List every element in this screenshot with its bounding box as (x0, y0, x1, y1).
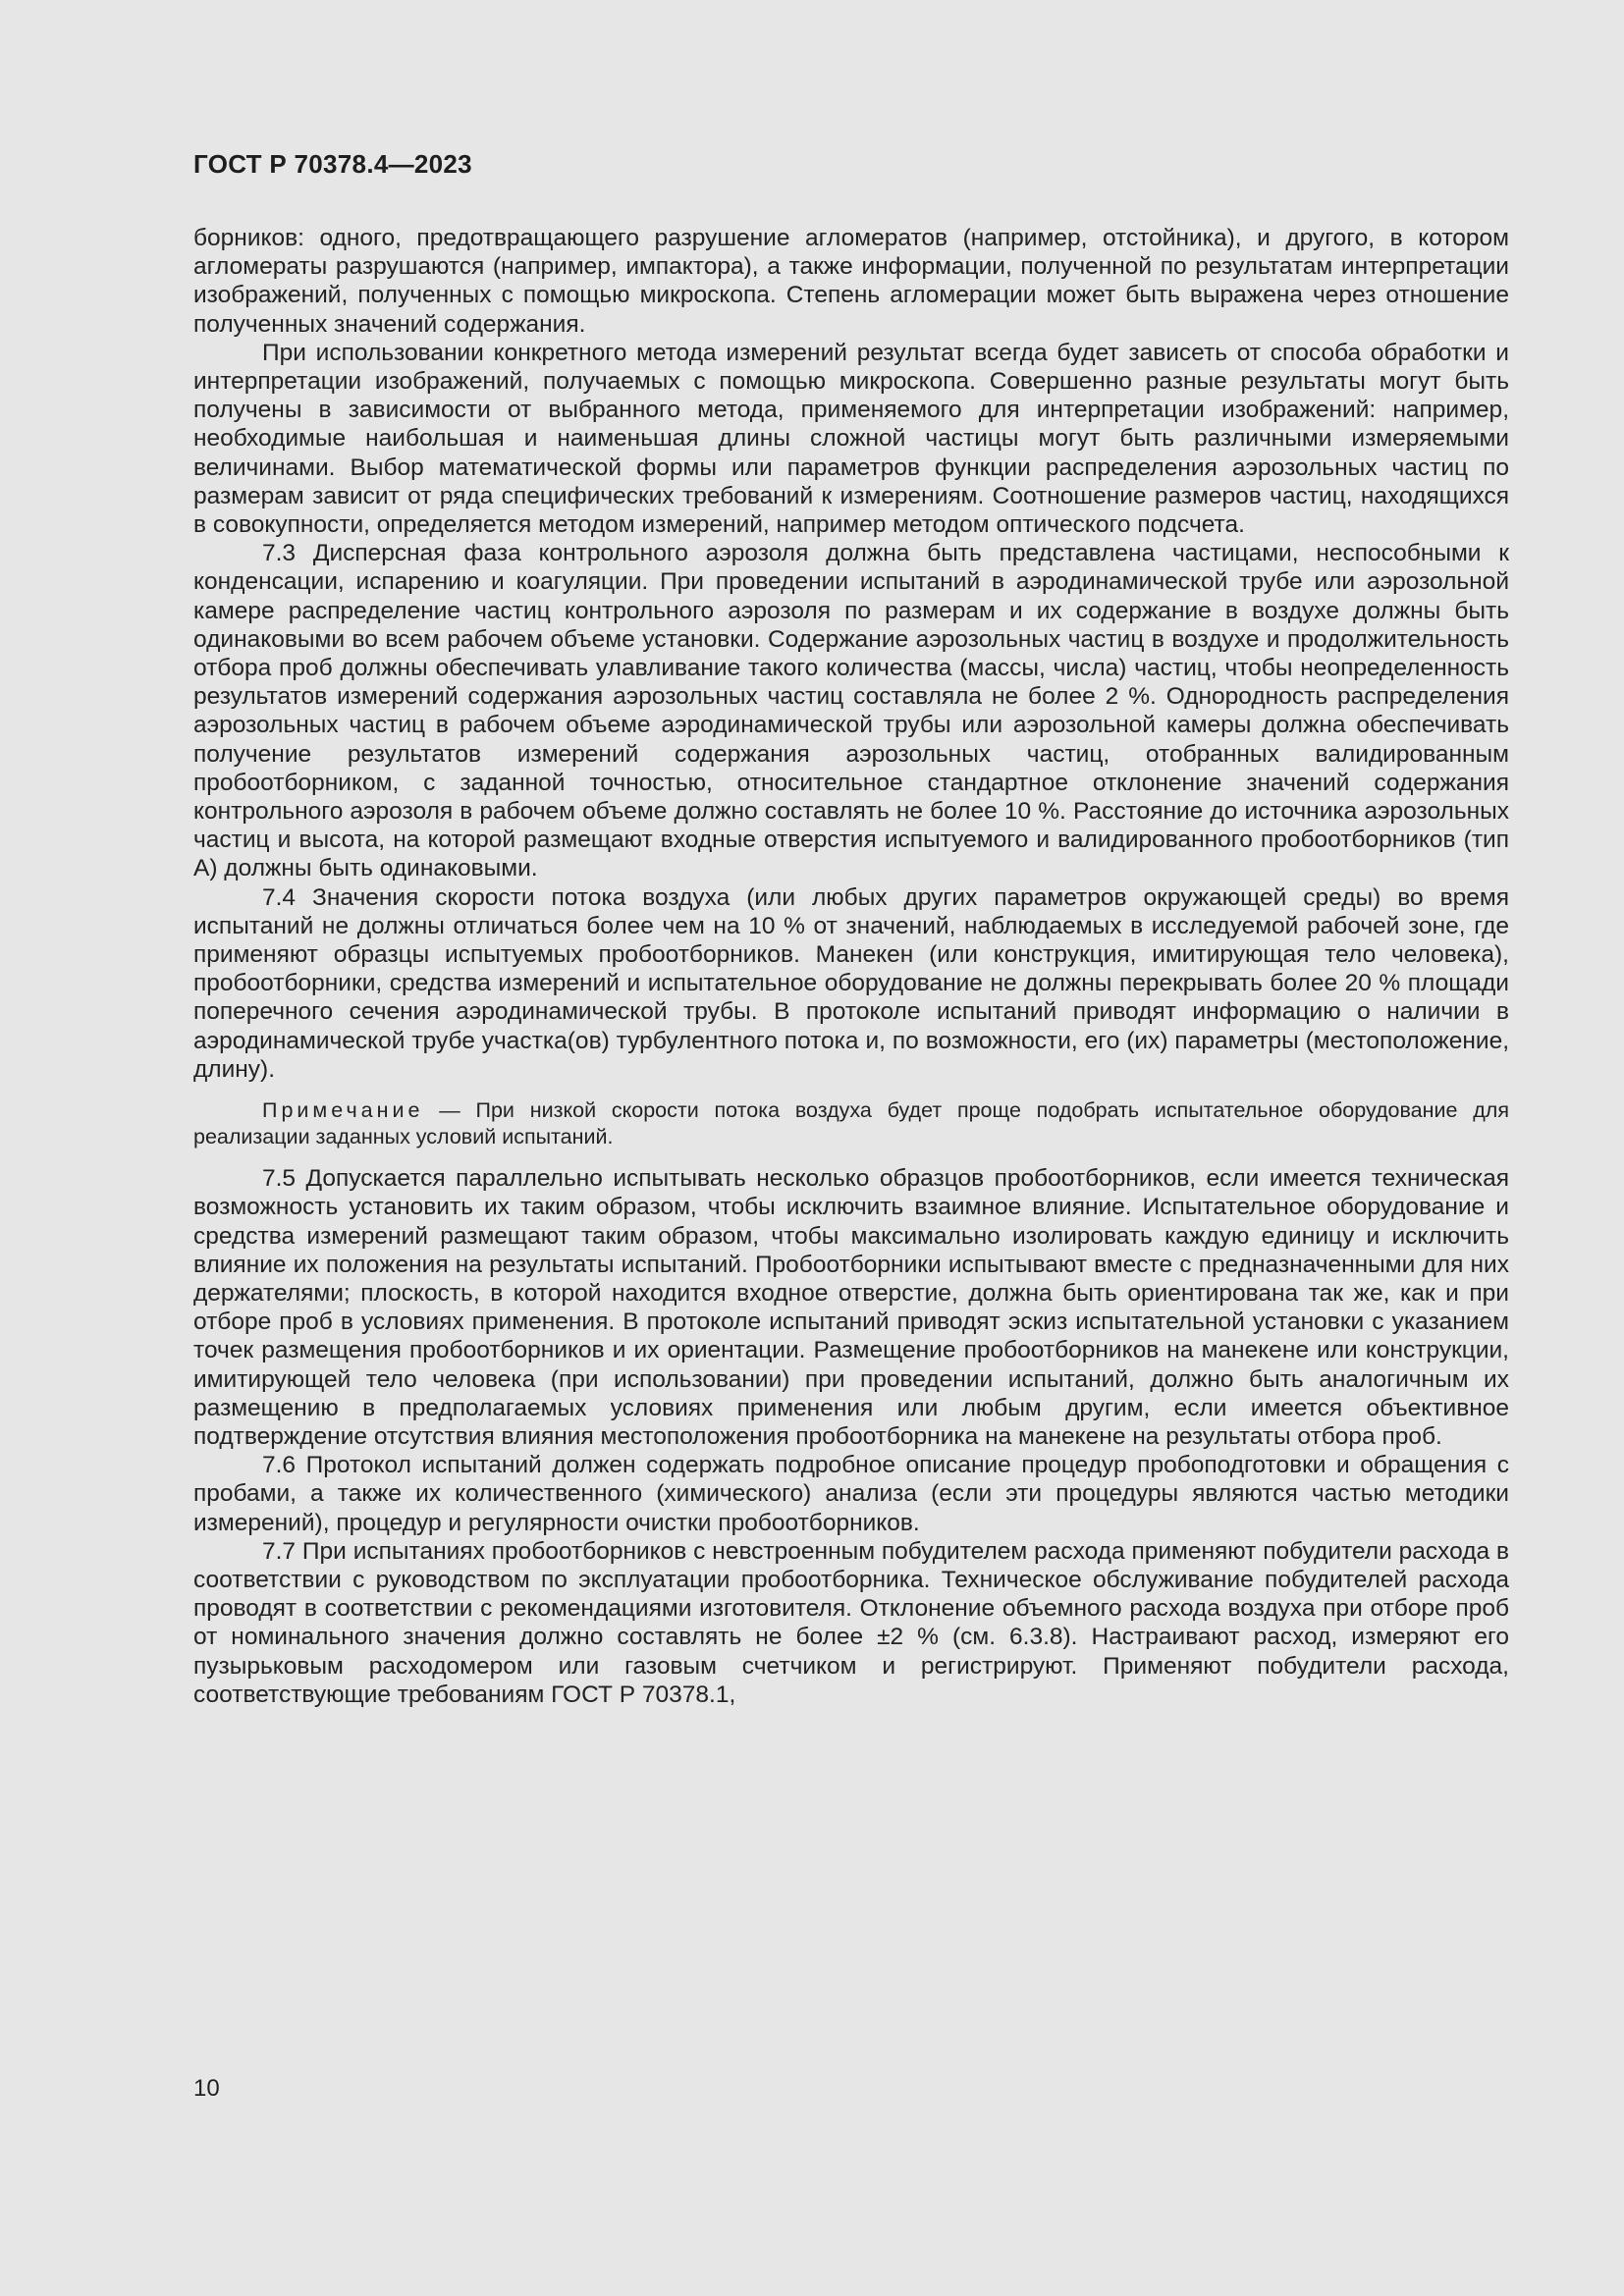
note-label: Примечание (262, 1098, 424, 1123)
document-body (193, 224, 1509, 1709)
paragraph-7-7: 7.7 При испытаниях пробоотборников с невстроенным побудителем расхода применяют побудители расхода в соответствии с руководством по эксплуатации пробоотборника. Техническое обслуживание побудителей расхода проводят в соответствии с рекомендациями изготовителя. Отклонение объемного расхода воздуха при отборе проб от номинального значения должно составлять не более ±2 % (см. 6.3.8). Настраивают расход, измеряют его пузырьковым расходомером или газовым счетчиком и регистрируют. Применяют побудители расхода, соответствующие требованиям ГОСТ Р 70378.1, (193, 1537, 1509, 1708)
paragraph-continuation: борников: одного, предотвращающего разрушение агломератов (например, отстойника), и другого, в котором агломераты разрушаются (например, импактора), а также информации, полученной по результатам интерпретации изображений, полученных с помощью микроскопа. Степень агломерации может быть выражена через отношение полученных значений содержания. (193, 225, 1509, 338)
paragraph-measurement-method: При использовании конкретного метода измерений результат всегда будет зависеть от способа обработки и интерпретации изображений, получаемых с помощью микроскопа. Совершенно разные результаты могут быть получены в зависимости от выбранного метода, применяемого для интерпретации изображений: например, необходимые наибольшая и наименьшая длины сложной частицы могут быть различными измеряемыми величинами. Выбор математической формы или параметров функции распределения аэрозольных частиц по размерам зависит от ряда специфических требований к измерениям. Соотношение размеров частиц, находящихся в совокупности, определяется методом измерений, например методом оптического подсчета. (193, 339, 1509, 539)
page-number: 10 (193, 2075, 220, 2102)
document-header: ГОСТ Р 70378.4—2023 (193, 149, 472, 179)
note-text: — При низкой скорости потока воздуха будет проще подобрать испытательное оборудование для реализации заданных условий испытаний. (193, 1098, 1509, 1149)
paragraph-7-3: 7.3 Дисперсная фаза контрольного аэрозоля должна быть представлена частицами, неспособными к конденсации, испарению и коагуляции. При проведении испытаний в аэродинамической трубе или аэрозольной камере распределение частиц контрольного аэрозоля по размерам и их содержание в воздухе должны быть одинаковыми во всем рабочем объеме установки. Содержание аэрозольных частиц в воздухе и продолжительность отбора проб должны обеспечивать улавливание такого количества (массы, числа) частиц, чтобы неопределенность результатов измерений содержания аэрозольных частиц составляла не более 2 %. Однородность распределения аэрозольных частиц в рабочем объеме аэродинамической трубы или аэрозольной камеры должна обеспечивать получение результатов измерений содержания аэрозольных частиц, отобранных валидированным пробоотборником, с заданной точностью, относительное стандартное отклонение значений содержания контрольного аэрозоля в рабочем объеме должно составлять не более 10 %. Расстояние до источника аэрозольных частиц и высота, на которой размещают входные отверстия испытуемого и валидированного пробоотборников (тип А) должны быть одинаковыми. (193, 540, 1509, 882)
paragraph-7-5: 7.5 Допускается параллельно испытывать несколько образцов пробоотборников, если имеется техническая возможность установить их таким образом, чтобы исключить взаимное влияние. Испытательное оборудование и средства измерений размещают таким образом, чтобы максимально изолировать каждую единицу и исключить влияние их положения на результаты испытаний. Пробоотборники испытывают вместе с предназначенными для них держателями; плоскость, в которой находится входное отверстие, должна быть ориентирована так же, как и при отборе проб в условиях применения. В протоколе испытаний приводят эскиз испытательной установки с указанием точек размещения пробоотборников и их ориентации. Размещение пробоотборников на манекене или конструкции, имитирующей тело человека (при использовании) при проведении испытаний, должно быть аналогичным их размещению в предполагаемых условиях применения или любым другим, если имеется объективное подтверждение отсутствия влияния местоположения пробоотборника на манекене на результаты отбора проб. (193, 1165, 1509, 1450)
paragraph-7-6: 7.6 Протокол испытаний должен содержать подробное описание процедур пробоподготовки и обращения с пробами, а также их количественного (химического) анализа (если эти процедуры являются частью методики измерений), процедур и регулярности очистки пробоотборников. (193, 1452, 1509, 1536)
note-block (193, 1097, 1509, 1150)
paragraph-7-4: 7.4 Значения скорости потока воздуха (или любых других параметров окружающей среды) во время испытаний не должны отличаться более чем на 10 % от значений, наблюдаемых в исследуемой рабочей зоне, где применяют образцы испытуемых пробоотборников. Манекен (или конструкция, имитирующая тело человека), пробоотборники, средства измерений и испытательное оборудование не должны перекрывать более 20 % площади поперечного сечения аэродинамической трубы. В протоколе испытаний приводят информацию о наличии в аэродинамической трубе участка(ов) турбулентного потока и, по возможности, его (их) параметры (местоположение, длину). (193, 883, 1509, 1083)
